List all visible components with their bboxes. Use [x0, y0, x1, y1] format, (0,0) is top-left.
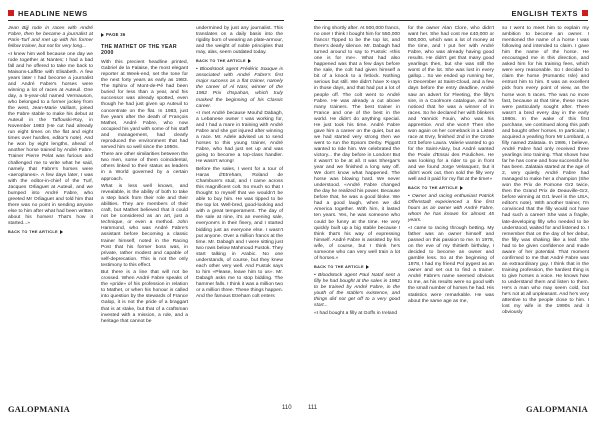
body-paragraph: for the owner Alan Clore, who didn't want her. She had cost me £40,000 or 500,000, which was a lot of money at the time, and I put her with André Fabre, who was already having good results. He didn't get that many good yearlings then, but she was still the worst of the lot. She was lost in every gallop... So we ended up running her, in December at Saint-Cloud, and a few days before the entry deadline, André saw an advert for Fleeting, the filly's sire, in a Coolmore catalogue, and he noticed that he was a winner of in races. So he declared her with blinkers and Yannick Fouin, who was his apprentice. And she won!! Then she won again on her comeback in a Listed race at Evry, finished 2nd in the Grotte Gr3 before Laura. Valerie wanted to go for the Saint-Alary, but André wanted the Poule d'Essai des Pouliches. He was looking for a rider to go in front and we found Jorge Velasquez, but it didn't work out, then sold the filly very well and it paid for my flat at the time!»	[408, 26, 494, 183]
back-to-article-link[interactable]: BACK TO THE ARTICLE	[314, 264, 400, 270]
text-column-6	[502, 26, 589, 318]
body-paragraph: so I went to meet him to explain my ambition to become an owner. I mentioned the name of a horse I was following and intended to claim. I gave him the name of the horse. He encouraged me in this direction, and asked him for his training fees, which were very reasonable. So I decided to claim the horse (Romantic Isle) and entrust him to him. It was an excellent pick from every point of view, as the horse won 5 races. The was no more fast, because at that time, these races were particularly sought after. There wasn't a bred every day in the early 1980s. In the wake of this first purchase, we continued along this path and bought other horses. In particular, I acquired a yearling from Mr Lombard, a filly named Zalataia. In 1986, I believe, André Fabre had only received three yearlings into training. That shows how far he has come and how successful he has been. Zalataia started at the age of 2, very quietly. André Fabre had managed to make her a champion (She won the Prix de Pomone Gr2 twice, then the Grand Prix de Deauville-Gr2, before winning at Gr1 level in the USA, editor's note). With another trainer, I'm convinced that the filly would not have had such a career! She was a fragile, late-developing filly who needed to be understood, waited for and listened to. I remember that on the day of her debut, the filly was shaking like a leaf. She had to be given confidence and made aware of her potential. That moment confirmed to me that André Fabre was an extraordinary guy. I think that in the training profession, the hardest thing is to give horses a voice. He knows how to understand them and listen to them. He's a man who may seem cold, but he's not at all unpleasant. And he's very attentive to the people close to him. I lost my wife in the 1990s and it obviously	[502, 26, 589, 316]
arrow-right-icon	[101, 33, 104, 37]
body-paragraph: «I came to racing through betting. My father was an owner himself and passed on this passion to me. In 1978, on the eve of my thirtieth birthday, I decided to become an owner and gamble less. So at the beginning of 1978, I had my friend Pol pygest as an owner and set out to find a trainer. André Fabre's name seemed obvious to me, as his results were so good with the small number of horses he had. His statistics were remarkable. He was about the same age as me,	[408, 226, 494, 304]
page-number-left: 110	[282, 405, 292, 411]
body-paragraph: «I met André because Mouhd Dabagh, a Lebanese owner I was working for, and I had a mare in training with André Fabre and she got injured after winning a race. Mr. Adele advised us to send horses to this young trainer, André Fabre, who had just set up and was going to become a top-class handler. He wasn't wrong!	[196, 111, 283, 165]
text-column-1	[8, 26, 93, 238]
section-header-left	[8, 6, 88, 20]
page-reference: PAGE 36	[101, 32, 188, 38]
page-number-right: 111	[308, 405, 318, 411]
header-rule-left	[8, 20, 284, 21]
body-paragraph: «I knew him well because one day we rode together at Nantes; I had a bad fall and he offered to take me back to Maisons-Laffitte with Elisabeth. A few years later I had become a journalist and André Fabre's horses were winning a lot of races at Auteuil. One day, a 5-year-old named Vermauson, who belonged to a former jockey from the west, Jean-Marie Vaillant, joined the Fabre stable to make his debut at Auteuil in the Taffouski-Roy, in November 1983 (He cut had already run eight times on the flat and eight times over hurdles, editor's note). And he won by eight lengths, ahead of another horse trained by André Fabre. Trainer Pierre Pelat was furious and challenged me to write what he said, namely that Fabre's horses were «aeroplanes». A few days later, I was with the editor-in-chief of the Turf, Jacques Orliaguet at Auteuil, and we bumped into André Fabre, who greeted Mr Orliaguet and told him that there was no point in sending anyone else to him after what had been written about his horses! That's how it started...»	[8, 51, 93, 226]
intro-paragraph: Jean Bijj rode in races with André Fabre, then he became a journalist at Paris-Turf and met up with his former fellow trainer, but not for very long...	[8, 26, 93, 50]
magazine-logo-right: GALOPMANIA	[526, 404, 588, 414]
red-square-icon	[8, 10, 14, 16]
arrow-right-icon	[248, 59, 251, 63]
text-column-2	[101, 26, 188, 326]
intro-paragraph: • Bloodstock agent Frédéric Souque is associated with André Fabre's first major success as a flat trainer, namely the career of Al Nasr, winner of the 1982 Prix d'Ispahan, which truly marked the beginning of his Classic career.	[196, 67, 283, 109]
body-paragraph: But there is a line that will not be crossed. When André Fabre speaks of the «pride» of his profession in relation to Mathet, or when his honour is called into question by the stewards of France Galop, it is not the pride of a braggart that is at stake, but that of a craftsman invested with a mission, a role, and a heritage that cannot be	[101, 270, 188, 324]
section-title-left: HEADLINE NEWS	[18, 8, 88, 18]
body-paragraph: the ring shortly after. At 500,000 francs, no one! I think I bought him for 550,000 francs! Tipped to be the top lot, and there's dearly silence. Mr. Dabagh had turned around to say to Fustok: «this one is for me». What had also happened was that a few days before the sale, the colt had given himself a bit of a knock to a fetlock. Nothing serious but still. We didn't have X-rays in those days, and that had put a lot of people off. The colt went to André Fabre. He was already a cut above many trainers. The best trainer in France and one of the best in the world. He didn't do anything special. He just took his time. André Fabre gave him a career on the quiet, but as we had started very strong then we went to run the Epsom Derby. Piggott wanted to ride him. We celebrated the victory... the day before in London! But it wasn't to be at all. It was Shergar's year and we finished a long way off. We don't know what happened. The horse was blowing hard. We never understood. «André Fabre changed the day he realized his power. Because before that, he was a good bloke. We had a good laugh, when we did America together. With him, it lasted ten years. Yes, he was someone who could be funny at the time. He very quickly built up a big stable because I think that's his way of expressing himself. André Fabre is assisted by his wife, of course, but I think he's someone who can very well train a lot of horses.»	[314, 26, 400, 261]
body-paragraph: There are other similarities between the two men, some of them coincidental, others linked to their status as leaders in a World governed by a certain approach.	[101, 152, 188, 182]
body-paragraph: With this precient headline printed, Gabriel de la Falaise, the most elegant reporter at Week-end, set the tone for the next forty years as early as 1983. The Sphinx of Mont-de-Pé had been buried for less than a year, and his successor was already spotted, even though he had just given up Auteuil to concentrate on the flat. In 1983, just five years after the death of François Mathet, André Fabre, who now occupied his yard with some of his staff and management, had clearly reproduced the environment that had served him so well since the 1950s.	[101, 60, 188, 150]
arrow-right-icon	[366, 265, 369, 269]
red-square-icon	[582, 10, 588, 16]
body-paragraph: undermined by just any journalist. This translates on a daily basis into the rigidity born of wearing an plate-armour, and the weight of noble principles that may, alas, seem outdated today.	[196, 26, 283, 56]
section-header-right	[511, 6, 588, 20]
body-paragraph: What is less well known, and revealable, is the ability of both to take a step back from their role and their abilities. They are members of their craft, but Mathet believed that it could not be considered as an art, just a technique, or even a method. John Hammond, who was André Fabre's assistant before becoming a classic trainer himself, noted in the Racing Post that his former boss was, in private, rather modest and capable of self-deprecation. This is not the only testimony to this effect.	[101, 184, 188, 268]
text-column-4	[314, 26, 400, 318]
text-column-3	[196, 26, 283, 302]
arrow-right-icon	[60, 230, 63, 234]
back-to-article-link[interactable]: BACK TO THE ARTICLE	[8, 229, 93, 235]
body-paragraph: «I had bought a filly at Goffs in Ireland	[314, 310, 398, 316]
magazine-logo-left: GALOPMANIA	[8, 404, 70, 414]
intro-paragraph: • Owner and racing enthusiast Patrick Offenstadt experienced a fine first hours as an owner with André Fabre, whom he has known for almost 45 years.	[408, 194, 494, 224]
section-heading: THE MATHET OF THE YEAR 2000	[101, 44, 177, 57]
intro-paragraph: • Bloodstock agent Paul Nataf sent a filly he had bought at the sales in 1982 to be trained by André Fabre, in the youth of the stable's existence, and things did not get off to a very good start...	[314, 272, 400, 309]
section-title-right: ENGLISH TEXTS	[511, 8, 578, 18]
text-column-5	[408, 26, 494, 306]
back-to-article-link[interactable]: BACK TO THE ARTICLE	[196, 58, 283, 64]
body-paragraph: Before the sales, I went for a tour of Haras d'Etreham, Roland de Chambure's stud, and I came across this magnificent colt. So much so that I thought to myself that we wouldn't be able to buy him. He was tipped to be the top lot. Well-bred, good-looking and with a great temperament. The day of the sale at nine, it's an evening sale, everyone's in their finery, and I started bidding just as everyone else. I wasn't put anyone. Over a million francs at the time. Mr. Dabagh and I were sitting just two rows below Mahmoud Fustok. They start talking in Arabic. No one understands, of course, but they knew each other very well. And Fustok says to him «Please, leave him to us». Mr. Dabagh asks me to stop bidding. The hammer falls. I think it was a million two or a million three. These things happen. And the famous Etreham colt enters	[196, 167, 283, 300]
back-to-article-link[interactable]: BACK TO THE ARTICLE	[408, 185, 494, 191]
header-rule-right	[314, 20, 588, 21]
arrow-right-icon	[460, 186, 463, 190]
